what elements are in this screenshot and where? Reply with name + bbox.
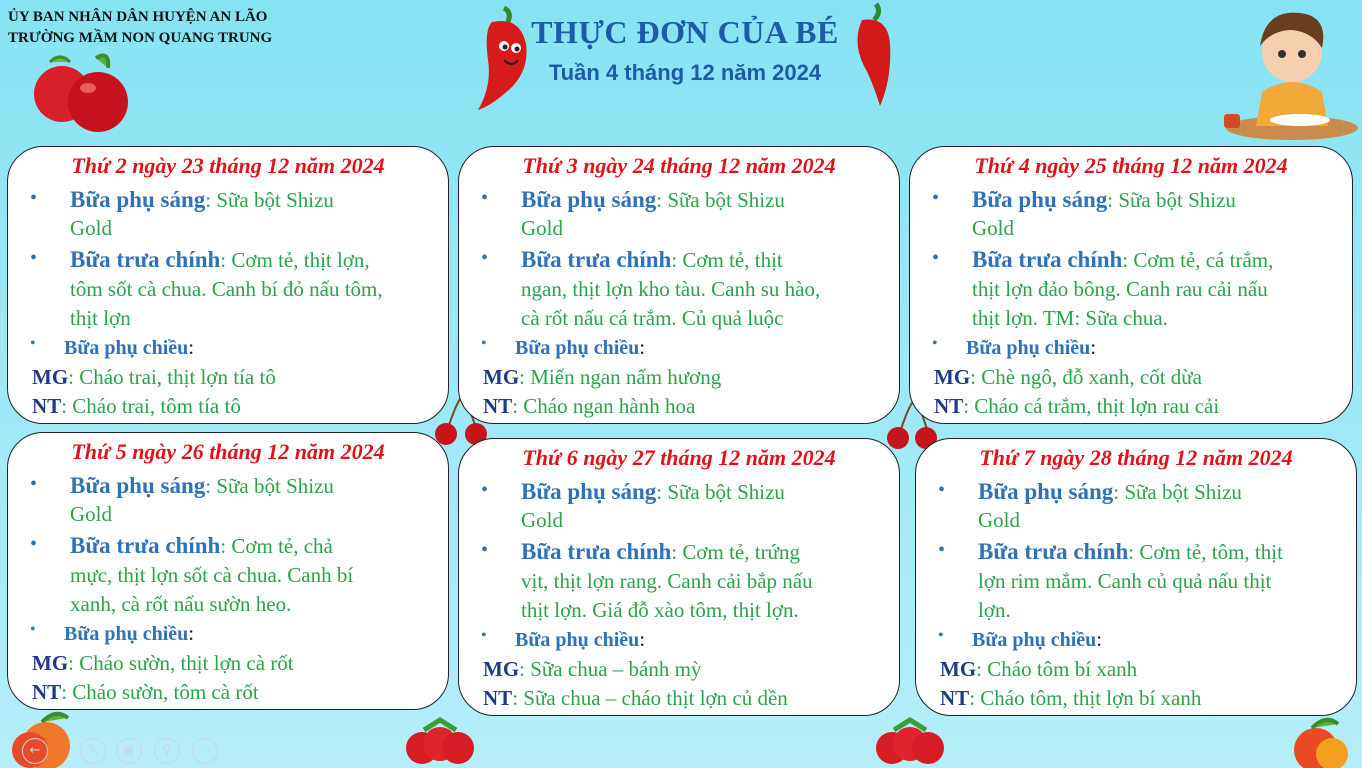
morning-snack <box>521 185 785 215</box>
bullet-icon: • <box>481 479 489 501</box>
lunch-value-1: : Cơm tẻ, chả <box>220 534 333 558</box>
header-org <box>8 7 272 49</box>
nt-label: NT <box>934 394 964 418</box>
day-title: Thứ 6 ngày 27 tháng 12 năm 2024 <box>522 445 836 470</box>
morning-snack <box>70 185 334 215</box>
morning-snack-value: : Sữa bột Shizu <box>1113 480 1242 504</box>
bullet-icon: • <box>481 627 487 644</box>
mg-value: : Cháo sườn, thịt lợn cà rốt <box>68 651 294 675</box>
peach-icon-right <box>1272 714 1356 768</box>
lunch-label: Bữa trưa chính <box>70 247 221 272</box>
nt-menu <box>934 392 1219 421</box>
morning-snack-label: Bữa phụ sáng <box>978 479 1114 504</box>
bullet-icon: • <box>481 539 489 561</box>
chili-pepper-icon <box>474 4 534 114</box>
page-subtitle: Tuần 4 tháng 12 năm 2024 <box>548 60 822 85</box>
afternoon-snack <box>972 625 1102 655</box>
mg-label: MG <box>32 365 69 389</box>
nt-label: NT <box>940 686 970 710</box>
nt-menu <box>940 684 1201 713</box>
bullet-icon: • <box>481 247 489 269</box>
morning-snack-cont: Gold <box>972 216 1014 240</box>
nt-value: : Cháo tôm, thịt lợn bí xanh <box>969 686 1202 710</box>
lunch-label: Bữa trưa chính <box>70 533 221 558</box>
day-menu-card <box>915 438 1357 716</box>
afternoon-snack-label: Bữa phụ chiều <box>972 629 1097 651</box>
mg-label: MG <box>940 657 977 681</box>
bullet-icon: • <box>938 627 944 644</box>
nt-label: NT <box>32 394 62 418</box>
nt-value: : Cháo trai, tôm tía tô <box>61 394 241 418</box>
nt-value: : Cháo sườn, tôm cà rốt <box>61 680 259 704</box>
afternoon-snack-label: Bữa phụ chiều <box>515 629 640 651</box>
bullet-icon: • <box>932 335 938 352</box>
day-menu-card <box>909 146 1353 424</box>
afternoon-snack <box>515 333 645 363</box>
mg-label: MG <box>934 365 971 389</box>
day-title: Thứ 3 ngày 24 tháng 12 năm 2024 <box>522 153 836 178</box>
bullet-icon: • <box>30 335 36 352</box>
mg-value: : Cháo tôm bí xanh <box>976 657 1138 681</box>
lunch-label: Bữa trưa chính <box>521 247 672 272</box>
chili-pepper-icon-right <box>846 2 896 112</box>
nt-value: : Cháo ngan hành hoa <box>512 394 696 418</box>
lunch-value-2: vịt, thịt lợn rang. Canh cải bắp nấu <box>521 569 813 593</box>
afternoon-snack-colon: : <box>1090 335 1097 359</box>
morning-snack-label: Bữa phụ sáng <box>972 187 1108 212</box>
more-icon[interactable]: ⋯ <box>192 738 218 764</box>
lunch-label: Bữa trưa chính <box>521 539 672 564</box>
lunch <box>972 245 1273 275</box>
lunch-value-1: : Cơm tẻ, thịt <box>671 248 783 272</box>
day-menu-card <box>458 146 900 424</box>
morning-snack <box>521 477 785 507</box>
morning-snack-label: Bữa phụ sáng <box>521 187 657 212</box>
day-title: Thứ 7 ngày 28 tháng 12 năm 2024 <box>979 445 1293 470</box>
mg-value: : Miến ngan nấm hương <box>519 365 722 389</box>
child-eating-icon <box>1214 2 1360 142</box>
mg-value: : Chè ngô, đỗ xanh, cốt dừa <box>970 365 1202 389</box>
mg-label: MG <box>483 657 520 681</box>
bullet-icon: • <box>932 187 940 209</box>
afternoon-snack <box>64 619 194 649</box>
bullet-icon: • <box>938 539 946 561</box>
lunch-value-3: cà rốt nấu cá trắm. Củ quả luộc <box>521 306 784 330</box>
afternoon-snack-label: Bữa phụ chiều <box>64 337 189 359</box>
nt-menu <box>483 684 788 713</box>
mg-label: MG <box>483 365 520 389</box>
lunch-value-2: tôm sốt cà chua. Canh bí đỏ nấu tôm, <box>70 277 383 301</box>
morning-snack-value: : Sữa bột Shizu <box>656 188 785 212</box>
lunch <box>521 537 800 567</box>
lunch-value-3: thịt lợn <box>70 306 131 330</box>
lunch <box>70 531 333 561</box>
morning-snack <box>972 185 1236 215</box>
morning-snack-cont: Gold <box>70 216 112 240</box>
lunch-value-2: thịt lợn đảo bông. Canh rau cải nấu <box>972 277 1268 301</box>
nt-menu <box>32 678 259 707</box>
lunch-value-2: ngan, thịt lợn kho tàu. Canh su hào, <box>521 277 821 301</box>
mg-menu <box>934 363 1202 392</box>
mg-value: : Cháo trai, thịt lợn tía tô <box>68 365 276 389</box>
strawberry-icon <box>404 714 476 768</box>
page-title: THỰC ĐƠN CỦA BÉ <box>531 14 839 50</box>
lunch-value-1: : Cơm tẻ, cá trắm, <box>1122 248 1274 272</box>
day-title: Thứ 2 ngày 23 tháng 12 năm 2024 <box>71 153 385 178</box>
lunch-value-3: thịt lợn. TM: Sữa chua. <box>972 306 1168 330</box>
lunch-value-2: mực, thịt lợn sốt cà chua. Canh bí <box>70 563 354 587</box>
nt-label: NT <box>483 394 513 418</box>
day-title: Thứ 5 ngày 26 tháng 12 năm 2024 <box>71 439 385 464</box>
lunch-label: Bữa trưa chính <box>978 539 1129 564</box>
strawberry-icon-2 <box>874 714 946 768</box>
day-menu-card <box>7 432 449 710</box>
nt-label: NT <box>483 686 513 710</box>
nt-menu <box>483 392 695 421</box>
lunch-value-3: lợn. <box>978 598 1011 622</box>
lunch-label: Bữa trưa chính <box>972 247 1123 272</box>
nt-value: : Sữa chua – cháo thịt lợn củ dền <box>512 686 788 710</box>
morning-snack-label: Bữa phụ sáng <box>521 479 657 504</box>
lunch-value-1: : Cơm tẻ, trứng <box>671 540 800 564</box>
bullet-icon: • <box>481 335 487 352</box>
morning-snack-value: : Sữa bột Shizu <box>205 188 334 212</box>
morning-snack-label: Bữa phụ sáng <box>70 473 206 498</box>
morning-snack-cont: Gold <box>521 216 563 240</box>
morning-snack-value: : Sữa bột Shizu <box>1107 188 1236 212</box>
bullet-icon: • <box>30 533 38 555</box>
day-title: Thứ 4 ngày 25 tháng 12 năm 2024 <box>974 153 1288 178</box>
mg-menu <box>940 655 1137 684</box>
afternoon-snack-colon: : <box>188 621 195 645</box>
lunch <box>521 245 783 275</box>
afternoon-snack-colon: : <box>639 335 646 359</box>
lunch-value-3: xanh, cà rốt nấu sườn heo. <box>70 592 292 616</box>
mg-menu <box>483 655 701 684</box>
slides-icon[interactable]: ▣ <box>116 738 142 764</box>
back-icon[interactable]: ← <box>22 738 48 764</box>
afternoon-snack-label: Bữa phụ chiều <box>64 623 189 645</box>
mg-value: : Sữa chua – bánh mỳ <box>519 657 702 681</box>
morning-snack <box>70 471 334 501</box>
bullet-icon: • <box>30 473 38 495</box>
bullet-icon: • <box>30 621 36 638</box>
mg-menu <box>483 363 721 392</box>
day-menu-card <box>458 438 900 716</box>
mg-label: MG <box>32 651 69 675</box>
morning-snack-value: : Sữa bột Shizu <box>205 474 334 498</box>
bullet-icon: • <box>481 187 489 209</box>
afternoon-snack <box>515 625 645 655</box>
zoom-icon[interactable]: ⚲ <box>154 738 180 764</box>
lunch <box>978 537 1283 567</box>
afternoon-snack <box>64 333 194 363</box>
bullet-icon: • <box>30 187 38 209</box>
org-line-1: ỦY BAN NHÂN DÂN HUYỆN AN LÃO <box>8 9 268 25</box>
day-menu-card <box>7 146 449 424</box>
afternoon-snack-colon: : <box>1096 627 1103 651</box>
mg-menu <box>32 363 276 392</box>
afternoon-snack <box>966 333 1096 363</box>
morning-snack-label: Bữa phụ sáng <box>70 187 206 212</box>
apple-icon <box>30 50 134 136</box>
org-line-2: TRƯỜNG MẦM NON QUANG TRUNG <box>8 30 273 46</box>
afternoon-snack-label: Bữa phụ chiều <box>966 337 1091 359</box>
afternoon-snack-colon: : <box>188 335 195 359</box>
lunch-value-1: : Cơm tẻ, thịt lợn, <box>220 248 370 272</box>
morning-snack-value: : Sữa bột Shizu <box>656 480 785 504</box>
bullet-icon: • <box>30 247 38 269</box>
nt-menu <box>32 392 241 421</box>
bullet-icon: • <box>932 247 940 269</box>
nt-value: : Cháo cá trắm, thịt lợn rau cải <box>963 394 1220 418</box>
morning-snack-cont: Gold <box>521 508 563 532</box>
lunch-value-3: thịt lợn. Giá đỗ xào tôm, thịt lợn. <box>521 598 799 622</box>
morning-snack <box>978 477 1242 507</box>
mg-menu <box>32 649 294 678</box>
pen-icon[interactable]: ✎ <box>80 738 106 764</box>
afternoon-snack-label: Bữa phụ chiều <box>515 337 640 359</box>
lunch-value-2: lợn rim mắm. Canh củ quả nấu thịt <box>978 569 1272 593</box>
morning-snack-cont: Gold <box>978 508 1020 532</box>
afternoon-snack-colon: : <box>639 627 646 651</box>
nt-label: NT <box>32 680 62 704</box>
lunch-value-1: : Cơm tẻ, tôm, thịt <box>1128 540 1283 564</box>
lunch <box>70 245 370 275</box>
bullet-icon: • <box>938 479 946 501</box>
morning-snack-cont: Gold <box>70 502 112 526</box>
